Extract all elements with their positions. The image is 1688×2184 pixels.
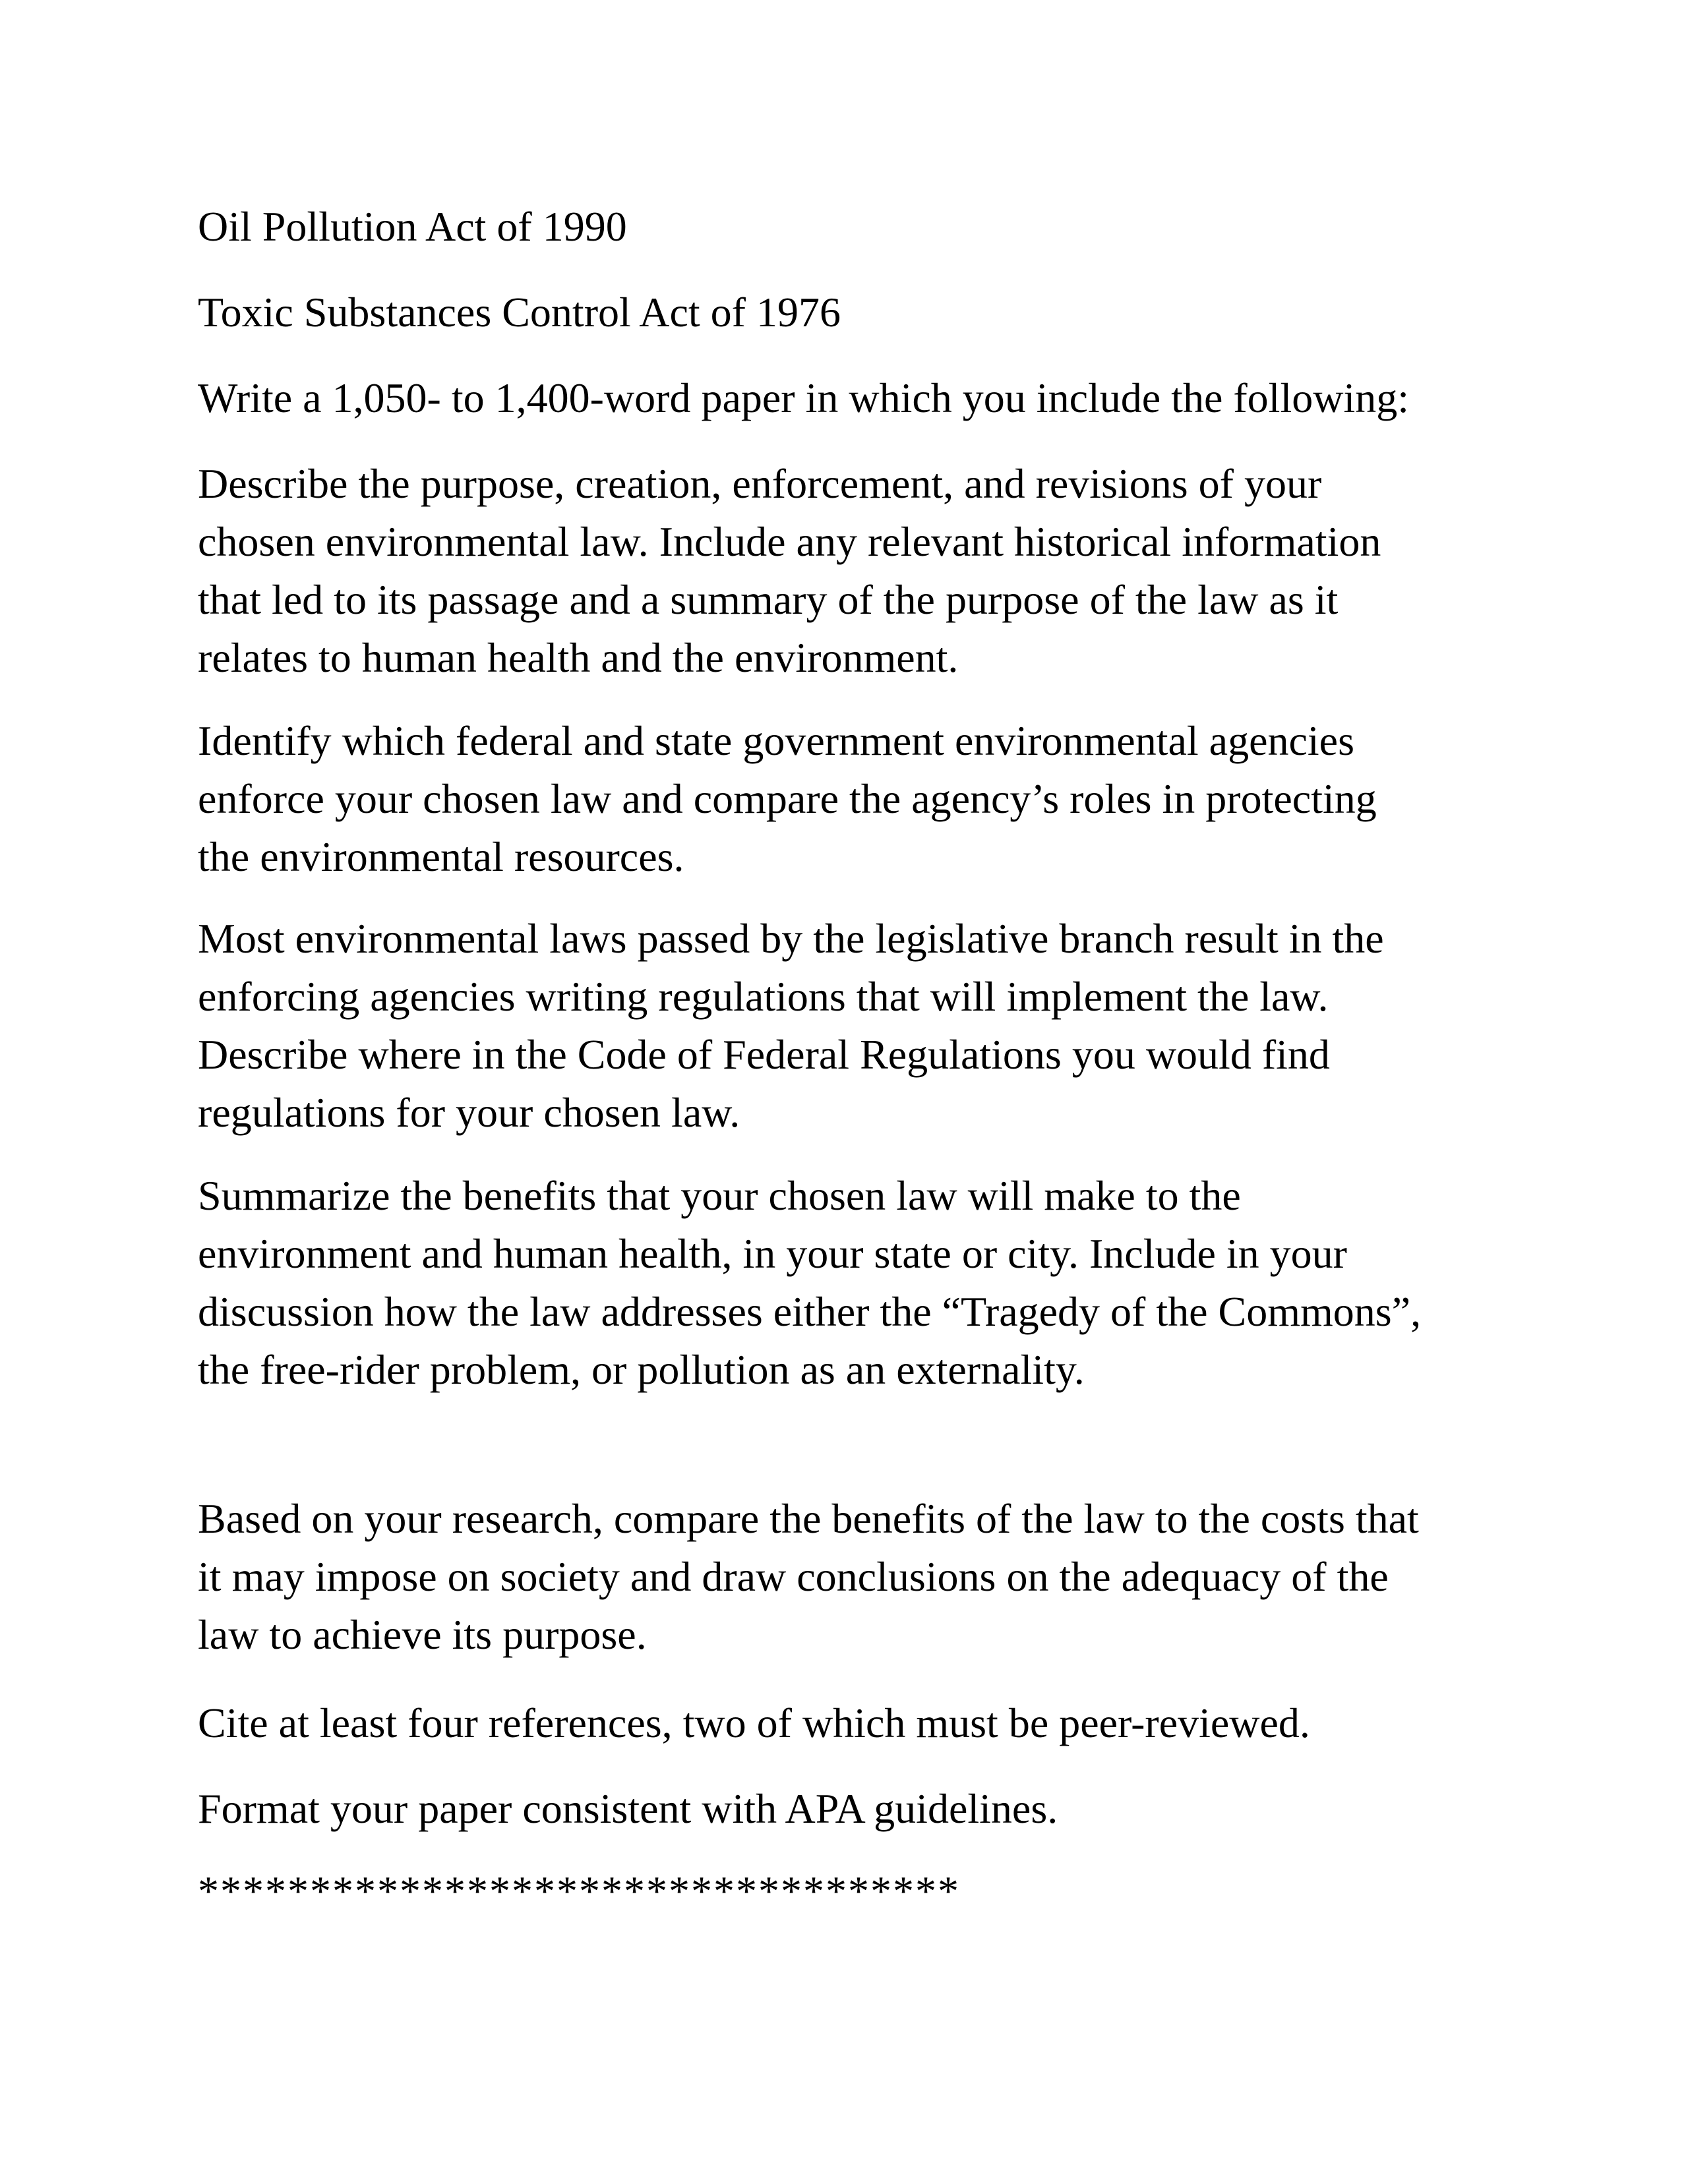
asterisk-separator: ********************************** (198, 1868, 960, 1914)
paragraph-describe: Describe the purpose, creation, enforcement, and revisions of your chosen environmental law. Include any relevant historical information that led to its passage and a summary of the purpose of the law as it relates to human health and the environment. (198, 460, 1381, 681)
paragraph-compare: Based on your research, compare the benefits of the law to the costs that it may impose on society and draw conclusions on the adequacy of the law to achieve its purpose. (198, 1495, 1419, 1658)
law-option-2: Toxic Substances Control Act of 1976 (198, 289, 841, 336)
paragraph-regulations: Most environmental laws passed by the legislative branch result in the enforcing agencies writing regulations that will implement the law. Describe where in the Code of Federal Regulations you would find regulations for your chosen law. (198, 915, 1384, 1136)
paragraph-cite: Cite at least four references, two of which must be peer-reviewed. (198, 1699, 1310, 1746)
paragraph-identify: Identify which federal and state government environmental agencies enforce your chosen law and compare the agency’s roles in protecting the environmental resources. (198, 717, 1377, 880)
law-option-1: Oil Pollution Act of 1990 (198, 203, 627, 250)
paragraph-format: Format your paper consistent with APA guidelines. (198, 1785, 1058, 1832)
paragraph-summarize: Summarize the benefits that your chosen law will make to the environment and human health, in your state or city. Include in your discussion how the law addresses either the “Tragedy of the Commons”, the free-rider problem, or pollution as an externality. (198, 1172, 1422, 1393)
assignment-instruction: Write a 1,050- to 1,400-word paper in which you include the following: (198, 374, 1409, 421)
